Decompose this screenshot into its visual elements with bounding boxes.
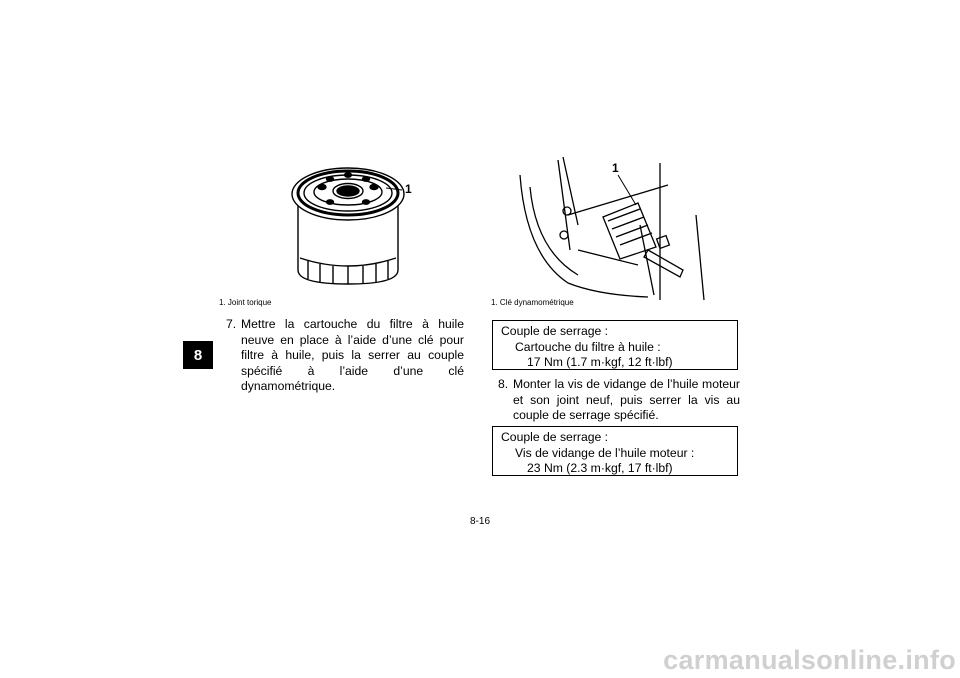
page-number: 8-16 xyxy=(469,516,490,527)
left-figure-callout: 1 xyxy=(405,182,412,196)
spec-drain-value: 23 Nm (2.3 m·kgf, 17 ft·lbf) xyxy=(527,461,673,475)
step-8-number: 8. xyxy=(498,377,509,391)
spec-filter-value: 17 Nm (1.7 m·kgf, 12 ft·lbf) xyxy=(527,355,673,369)
oil-filter-illustration xyxy=(278,158,428,293)
watermark-text: carmanualsonline.info xyxy=(663,645,956,675)
spec-box-drain xyxy=(492,426,738,476)
spec-filter-heading: Couple de serrage : xyxy=(501,324,609,338)
step-8-text: Monter la vis de vidange de l’huile moteur et son joint neuf, puis serrer la vis au couple de serrage spécifié. xyxy=(513,377,740,422)
right-figure-callout: 1 xyxy=(612,161,619,175)
chapter-tab: 8 xyxy=(183,341,213,369)
spec-filter-item: Cartouche du filtre à huile : xyxy=(515,339,661,354)
step-8 xyxy=(498,377,740,424)
step-7-number: 7. xyxy=(226,317,237,331)
left-figure-caption: 1. Joint torique xyxy=(219,298,272,307)
right-figure-caption: 1. Clé dynamométrique xyxy=(491,298,574,307)
torque-wrench-illustration xyxy=(508,155,708,300)
spec-drain-item: Vis de vidange de l’huile moteur : xyxy=(515,445,695,460)
spec-box-filter xyxy=(492,320,738,370)
step-7 xyxy=(226,317,464,395)
spec-drain-heading: Couple de serrage : xyxy=(501,430,609,444)
step-7-text: Mettre la cartouche du filtre à huile neuve en place à l’aide d’une clé pour filtre à huile, puis la serrer au couple spécifié à l’aide d’une clé dynamométrique. xyxy=(241,317,464,393)
